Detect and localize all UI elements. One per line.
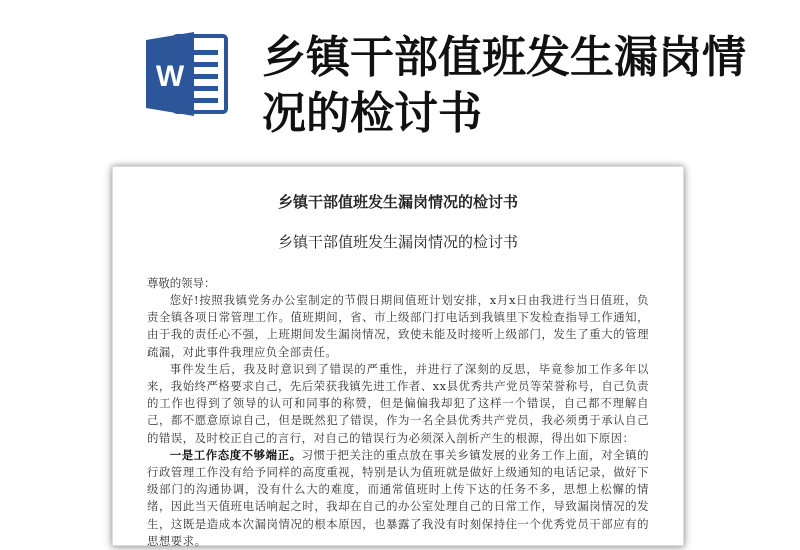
paragraph: 事件发生后，我及时意识到了错误的严重性，并进行了深刻的反思，毕竟参加工作多年以来，我始终严格要求自己，先后荣获我镇先进工作者、xx县优秀共产党员等荣誉称号，自己负责的工作也得到了领导的认可和同事的称赞，但是偏偏我却犯了这样一个错误，自己都不理解自己，都不愿意原谅自己，但是既然犯了错误，作为一名全县优秀共产党员，我必须勇于承认自己的错误，及时校正自己的言行，对自己的错误行为必须深入剖析产生的根源，得出如下原因： [147, 361, 649, 445]
bold-lead: 一是工作态度不够端正。 [169, 447, 302, 462]
document-title: 乡镇干部值班发生漏岗情况的检讨书 [277, 193, 518, 211]
svg-text:W: W [155, 60, 185, 93]
paragraph [147, 447, 649, 550]
word-icon [144, 28, 230, 120]
document-page [112, 166, 684, 546]
document-subtitle: 乡镇干部值班发生漏岗情况的检讨书 [277, 233, 518, 251]
paragraph: 您好!按照我镇党务办公室制定的节假日期间值班计划安排，x月x日由我进行当日值班，负责全镇各项日常管理工作。值班期间，省、市上级部门打电话到我镇里下发检查指导工作通知，由于我的责任心不强，上班期间发生漏岗情况，致使未能及时接听上级部门，发生了重大的管理疏漏，对此事件我理应负全部责任。 [147, 293, 649, 359]
page-title: 乡镇干部值班发生漏岗情况的检讨书 [262, 32, 746, 139]
salutation: 尊敬的领导： [147, 276, 216, 290]
paragraph-rest: 习惯于把关注的重点放在事关乡镇发展的业务工作上面，对全镇的行政管理工作没有给予同样的高度重视，特别是认为值班就是做好上级通知的电话记录，做好下级部门的沟通协调，没有什么大的难度，而通常值班时上传下达的任务不多，思想上松懈的情绪，因此当天值班电话响起之时，我却在自己的办公室处理自己的日常工作，导致漏岗情况的发生，这既是造成本次漏岗情况的根本原因，也暴露了我没有时刻保持住一个优秀党员干部应有的思想要求。 [147, 447, 649, 548]
